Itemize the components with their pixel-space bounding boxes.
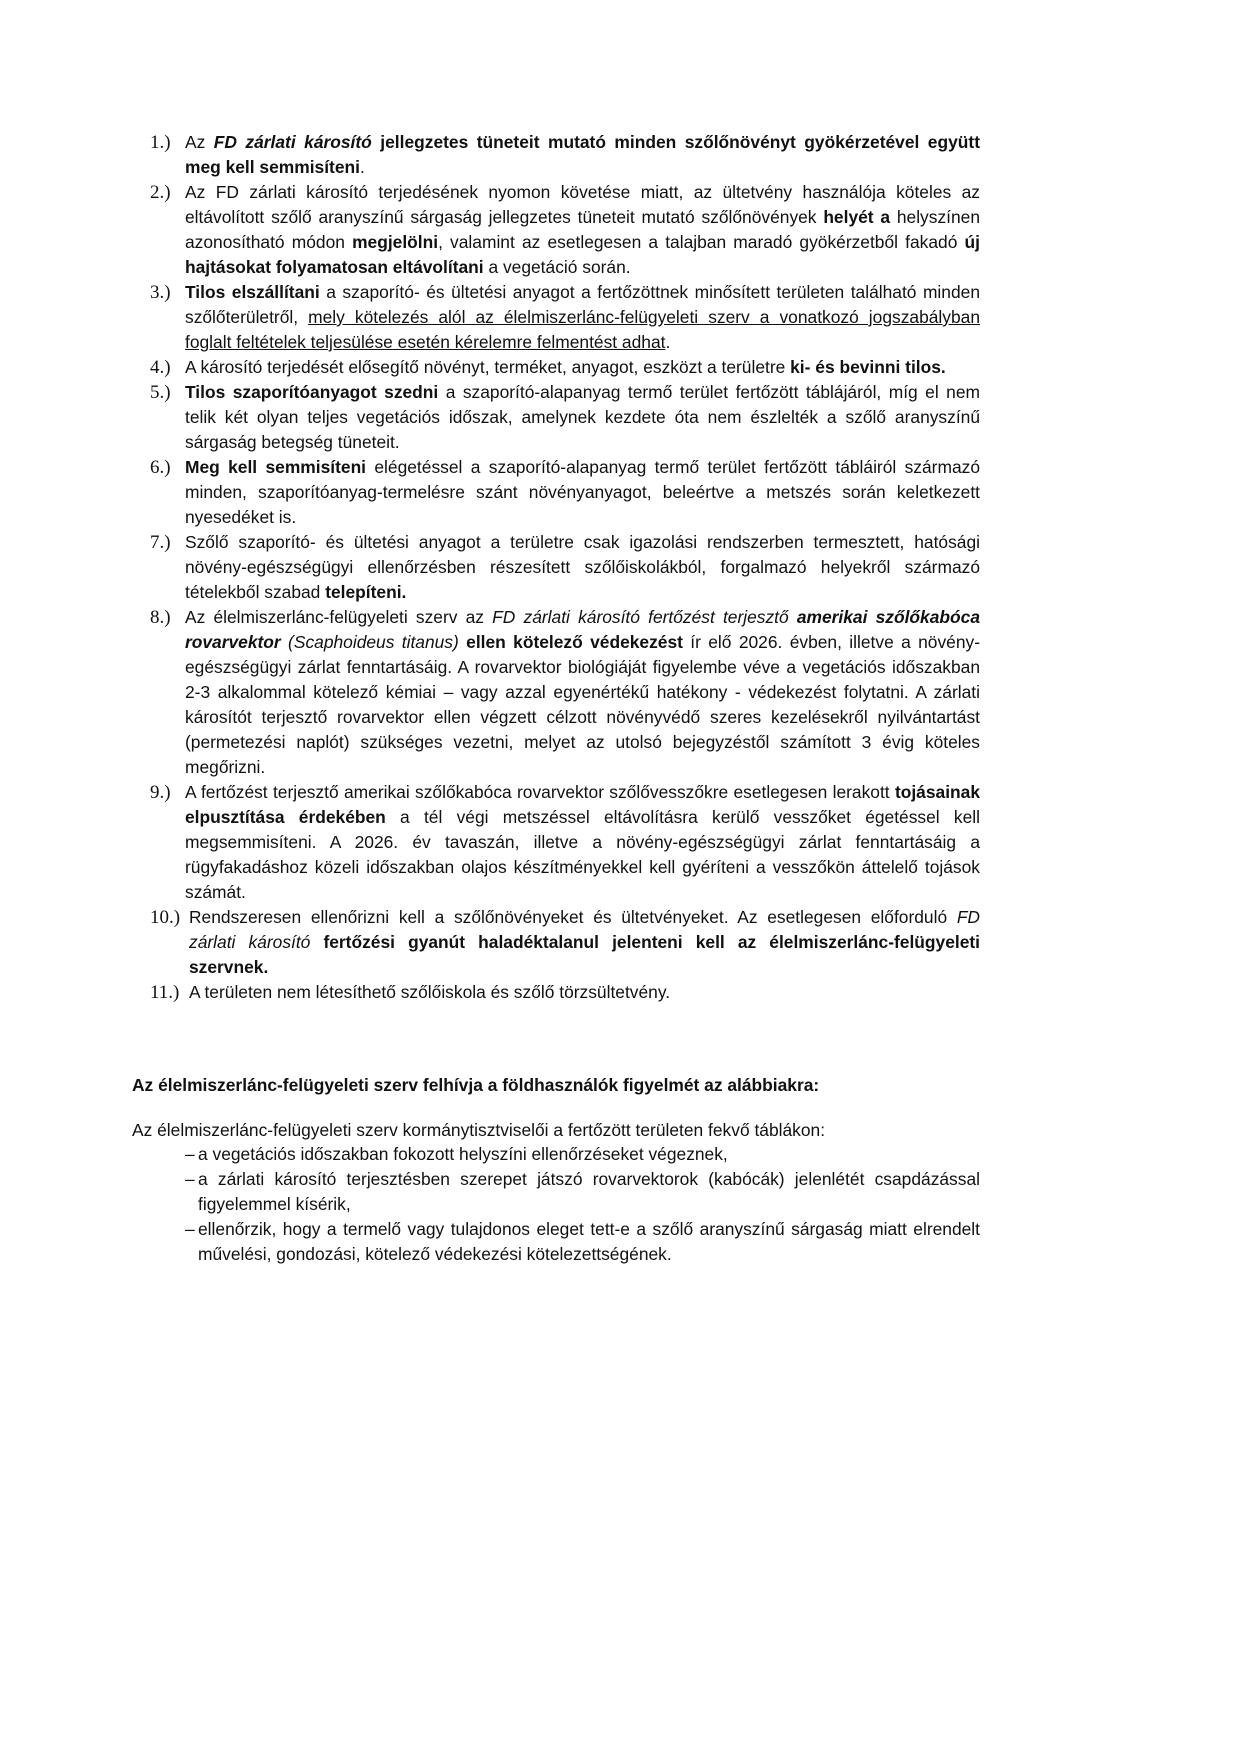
numbered-list: [150, 130, 980, 1005]
list-number: 6.): [150, 457, 171, 478]
text-run: Az élelmiszerlánc-felügyeleti szerv az: [185, 607, 493, 627]
text-run: Rendszeresen ellenőrizni kell a szőlőnövényeket és ültetvényeket. Az esetlegesen előforduló: [189, 907, 957, 927]
list-number: 10.): [150, 907, 181, 928]
bullet-item: [185, 1217, 980, 1267]
dash-marker-icon: –: [185, 1144, 195, 1164]
list-item: [150, 780, 980, 905]
text-run: A fertőzést terjesztő amerikai szőlőkabóca rovarvektor szőlővesszőkre esetlegesen lerakott: [185, 782, 895, 802]
list-number: 8.): [150, 607, 171, 628]
list-item: [150, 905, 980, 980]
list-number: 2.): [150, 182, 171, 203]
text-run: megjelölni: [352, 232, 439, 252]
text-run: ellen kötelező védekezést: [458, 632, 683, 652]
list-number: 11.): [150, 982, 180, 1003]
list-item: [150, 530, 980, 605]
bullet-text: ellenőrzik, hogy a termelő vagy tulajdonos eleget tett-e a szőlő aranyszínű sárgaság miatt elrendelt művelési, gondozási, kötelező védekezési kötelezettségének.: [198, 1219, 980, 1264]
bullet-item: [185, 1142, 980, 1167]
text-run: , valamint az esetlegesen a talajban maradó gyökérzetből fakadó: [438, 232, 965, 252]
intro-paragraph: Az élelmiszerlánc-felügyeleti szerv kormánytisztviselői a fertőzött területen fekvő táblákon:: [132, 1120, 826, 1140]
text-run: a vegetáció során.: [483, 257, 631, 277]
text-run: Szőlő szaporító- és ültetési anyagot a területre csak igazolási rendszerben termesztett, hatósági növény-egészségügyi ellenőrzésben részesített szőlőiskolákból, forgalmazó helyekről származó tételekből szabad: [185, 532, 980, 602]
text-run: jellegzetes tüneteit mutató minden szőlőnövényt gyökérzetével együtt meg kell semmisíteni: [185, 132, 980, 177]
text-run: FD zárlati károsító fertőzést terjesztő: [492, 607, 797, 627]
list-item: [150, 355, 980, 380]
list-number: 1.): [150, 132, 171, 153]
text-run: Az FD zárlati károsító terjedésének nyomon követése miatt, az ültetvény használója köteles az eltávolított szőlő aranyszínű sárgaság jellegzetes tüneteit mutató szőlőnövények: [185, 182, 980, 227]
text-run: (Scaphoideus titanus): [280, 632, 459, 652]
list-item: [150, 605, 980, 780]
list-item: [150, 980, 980, 1005]
list-item: [150, 380, 980, 455]
text-run: Meg kell semmisíteni: [185, 457, 367, 477]
text-run: új hajtásokat folyamatosan eltávolítani: [185, 232, 980, 277]
list-number: 5.): [150, 382, 171, 403]
text-run: A károsító terjedését elősegítő növényt, terméket, anyagot, eszközt a területre: [185, 357, 791, 377]
list-item: [150, 180, 980, 280]
list-item: [150, 455, 980, 530]
text-run: Tilos szaporítóanyagot szedni: [185, 382, 439, 402]
list-item: [150, 280, 980, 355]
text-run: .: [359, 157, 365, 177]
text-run: A területen nem létesíthető szőlőiskola és szőlő törzsültetvény.: [189, 982, 671, 1002]
dash-marker-icon: –: [185, 1219, 195, 1239]
text-run: Az: [185, 132, 214, 152]
bullet-item: [185, 1167, 980, 1217]
list-number: 4.): [150, 357, 171, 378]
bullet-list: [185, 1142, 980, 1267]
text-run: telepíteni.: [325, 582, 407, 602]
text-run: helyszínen azonosítható módon: [185, 207, 980, 252]
dash-marker-icon: –: [185, 1169, 195, 1189]
bullet-text: a zárlati károsító terjesztésben szerepet játszó rovarvektorok (kabócák) jelenlétét csapdázással figyelemmel kísérik,: [198, 1169, 980, 1214]
text-run: tojásainak elpusztítása érdekében: [185, 782, 980, 827]
text-run: elégetéssel a szaporító-alapanyag termő terület fertőzött tábláiról származó minden, szaporítóanyag-termelésre szánt növényanyagot, beleértve a metszés során keletkezett nyesedéket is.: [185, 457, 980, 527]
section-heading: Az élelmiszerlánc-felügyeleti szerv felhívja a földhasználók figyelmét az alábbiakra:: [132, 1075, 820, 1095]
text-run: amerikai szőlőkabóca rovarvektor: [185, 607, 980, 652]
text-run: mely kötelezés alól az élelmiszerlánc-felügyeleti szerv a vonatkozó jogszabályban foglalt feltételek teljesülése esetén kérelemre felmentést adhat: [185, 307, 980, 352]
text-run: ír elő 2026. évben, illetve a növény-egészségügyi zárlat fenntartásáig. A rovarvektor biológiáját figyelembe véve a vegetációs időszakban 2-3 alkalommal kötelező kémiai – vagy azzal egyenértékű hatékony - védekezést folytatni. A zárlati károsítót terjesztő rovarvektor ellen végzett célzott növényvédő szeres kezelésekről nyilvántartást (permetezési naplót) szükséges vezetni, melyet az utolsó bejegyzéstől számított 3 évig köteles megőrizni.: [185, 632, 981, 777]
text-run: FD zárlati károsító: [213, 132, 372, 152]
bullet-text: a vegetációs időszakban fokozott helyszíni ellenőrzéseket végeznek,: [198, 1144, 728, 1164]
text-run: FD zárlati károsító: [189, 907, 980, 952]
text-run: a szaporító-alapanyag termő terület fertőzött táblájáról, míg el nem telik két olyan teljes vegetációs időszak, amelynek kezdete óta nem észlelték a szőlő aranyszínű sárgaság betegség tüneteit.: [185, 382, 980, 452]
list-number: 3.): [150, 282, 171, 303]
text-run: .: [665, 332, 671, 352]
list-number: 7.): [150, 532, 171, 553]
list-number: 9.): [150, 782, 171, 803]
text-run: ki- és bevinni tilos.: [790, 357, 946, 377]
list-item: [150, 130, 980, 180]
text-run: a szaporító- és ültetési anyagot a fertőzöttnek minősített területen található minden szőlőterületről,: [185, 282, 980, 327]
text-run: a tél végi metszéssel eltávolításra kerülő vesszőket égetéssel kell megsemmisíteni. A 2026. év tavaszán, illetve a növény-egészségügyi zárlat fenntartásáig a rügyfakadáshoz közeli időszakban olajos készítményekkel kell gyéríteni a vesszőkön áttelelő tojások számát.: [185, 807, 980, 902]
text-run: helyét a: [823, 207, 891, 227]
text-run: Tilos elszállítani: [185, 282, 320, 302]
text-run: fertőzési gyanút haladéktalanul jelenteni kell az élelmiszerlánc-felügyeleti szervnek.: [189, 932, 980, 977]
